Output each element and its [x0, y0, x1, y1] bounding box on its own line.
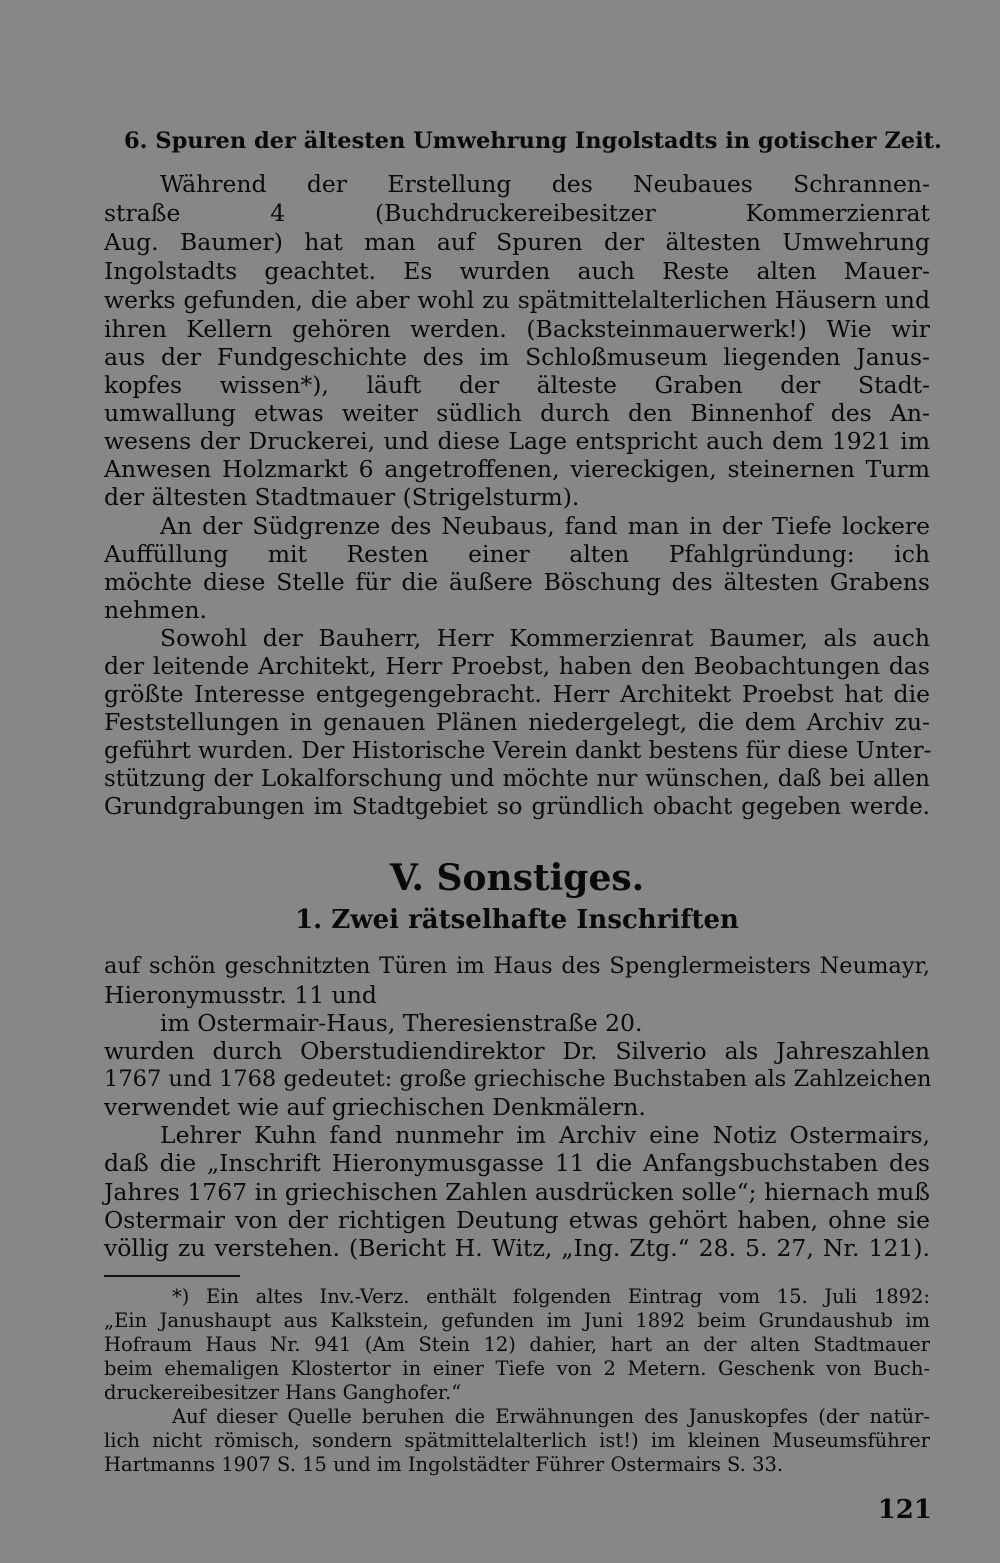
para5-line-5: völlig zu verstehen. (Bericht H. Witz, „Ing. Ztg.“ 28. 5. 27, Nr. 121). [104, 1234, 930, 1262]
para1-line-11: Anwesen Holzmarkt 6 angetroffenen, viereckigen, steinernen Turm [104, 455, 930, 483]
para4-line-3: im Ostermair-Haus, Theresienstraße 20. [160, 1009, 643, 1037]
para3-line-3: größte Interesse entgegengebracht. Herr Architekt Proebst hat die [104, 680, 930, 708]
para1-line-7: aus der Fundgeschichte des im Schloßmuseum liegenden Janus- [104, 343, 930, 371]
footnote-line-7: lich nicht römisch, sondern spätmittelalterlich ist!) im kleinen Museumsführer [104, 1429, 930, 1452]
para3-line-1: Sowohl der Bauherr, Herr Kommerzienrat Baumer, als auch [160, 624, 930, 652]
para3-line-7: Grundgrabungen im Stadtgebiet so gründlich obacht gegeben werde. [104, 794, 930, 820]
footnote-line-2: „Ein Janushaupt aus Kalkstein, gefunden im Juni 1892 beim Grundaushub im [104, 1309, 930, 1332]
para5-line-1: Lehrer Kuhn fand nunmehr im Archiv eine Notiz Ostermairs, [160, 1121, 930, 1149]
para4-line-6: verwendet wie auf griechischen Denkmälern. [104, 1093, 646, 1121]
para1-line-8: kopfes wissen*), läuft der älteste Graben der Stadt- [104, 371, 930, 399]
para3-line-6: stützung der Lokalforschung und möchte nur wünschen, daß bei allen [104, 766, 930, 792]
para1-line-12: der ältesten Stadtmauer (Strigelsturm). [104, 483, 580, 511]
para1-line-3: Aug. Baumer) hat man auf Spuren der ältesten Umwehrung [104, 228, 930, 256]
section-heading-6: 6. Spuren der ältesten Umwehrung Ingolstadts in gotischer Zeit. [124, 128, 942, 154]
para5-line-2: daß die „Inschrift Hieronymusgasse 11 die Anfangsbuchstaben des [104, 1149, 930, 1177]
para1-line-6: ihren Kellern gehören werden. (Backsteinmauerwerk!) Wie wir [104, 315, 930, 343]
para1-line-9: umwallung etwas weiter südlich durch den Binnenhof des An- [104, 399, 930, 427]
para4-line-5: 1767 und 1768 gedeutet: große griechische Buchstaben als Zahlzeichen [104, 1066, 932, 1092]
page-number: 121 [877, 1495, 932, 1525]
para5-line-3: Jahres 1767 in griechischen Zahlen ausdrücken solle“; hiernach muß [104, 1178, 930, 1206]
footnote-line-4: beim ehemaligen Klostertor in einer Tiefe von 2 Metern. Geschenk von Buch- [104, 1357, 930, 1380]
para3-line-5: geführt wurden. Der Historische Verein dankt bestens für diese Unter- [104, 738, 932, 764]
para2-line-1: An der Südgrenze des Neubaus, fand man in der Tiefe lockere [160, 512, 930, 540]
section-v-heading: V. Sonstiges. [389, 857, 645, 899]
para1-line-4: Ingolstadts geachtet. Es wurden auch Reste alten Mauer- [104, 257, 930, 285]
footnote-line-6: Auf dieser Quelle beruhen die Erwähnungen des Januskopfes (der natür- [172, 1405, 930, 1428]
footnote-line-8: Hartmanns 1907 S. 15 und im Ingolstädter Führer Ostermairs S. 33. [104, 1453, 784, 1476]
para3-line-4: Feststellungen in genauen Plänen niedergelegt, die dem Archiv zu- [104, 708, 930, 736]
footnote-rule [104, 1275, 240, 1277]
para2-line-3: möchte diese Stelle für die äußere Böschung des ältesten Grabens [104, 568, 930, 596]
para2-line-2: Auffüllung mit Resten einer alten Pfahlgründung: ich [104, 540, 930, 568]
footnote-line-3: Hofraum Haus Nr. 941 (Am Stein 12) dahier, hart an der alten Stadtmauer [104, 1333, 930, 1356]
para1-line-5: werks gefunden, die aber wohl zu spätmittelalterlichen Häusern und [104, 286, 930, 314]
para4-line-4: wurden durch Oberstudiendirektor Dr. Silverio als Jahreszahlen [104, 1037, 930, 1065]
subsection-1-heading: 1. Zwei rätselhafte Inschriften [295, 905, 739, 935]
para5-line-4: Ostermair von der richtigen Deutung etwas gehört haben, ohne sie [104, 1206, 930, 1234]
para2-line-4: nehmen. [104, 596, 207, 624]
para4-line-1: auf schön geschnitzten Türen im Haus des Spenglermeisters Neumayr, [104, 953, 930, 979]
para1-line-10: wesens der Druckerei, und diese Lage entspricht auch dem 1921 im [104, 427, 930, 455]
para1-line-2: straße 4 (Buchdruckereibesitzer Kommerzienrat [104, 199, 930, 227]
footnote-line-5: druckereibesitzer Hans Ganghofer.“ [104, 1381, 462, 1404]
footnote-line-1: *) Ein altes Inv.-Verz. enthält folgenden Eintrag vom 15. Juli 1892: [172, 1285, 930, 1308]
para3-line-2: der leitende Architekt, Herr Proebst, haben den Beobachtungen das [104, 652, 930, 680]
para1-line-1: Während der Erstellung des Neubaues Schrannen- [160, 170, 930, 198]
para4-line-2: Hieronymusstr. 11 und [104, 981, 377, 1009]
